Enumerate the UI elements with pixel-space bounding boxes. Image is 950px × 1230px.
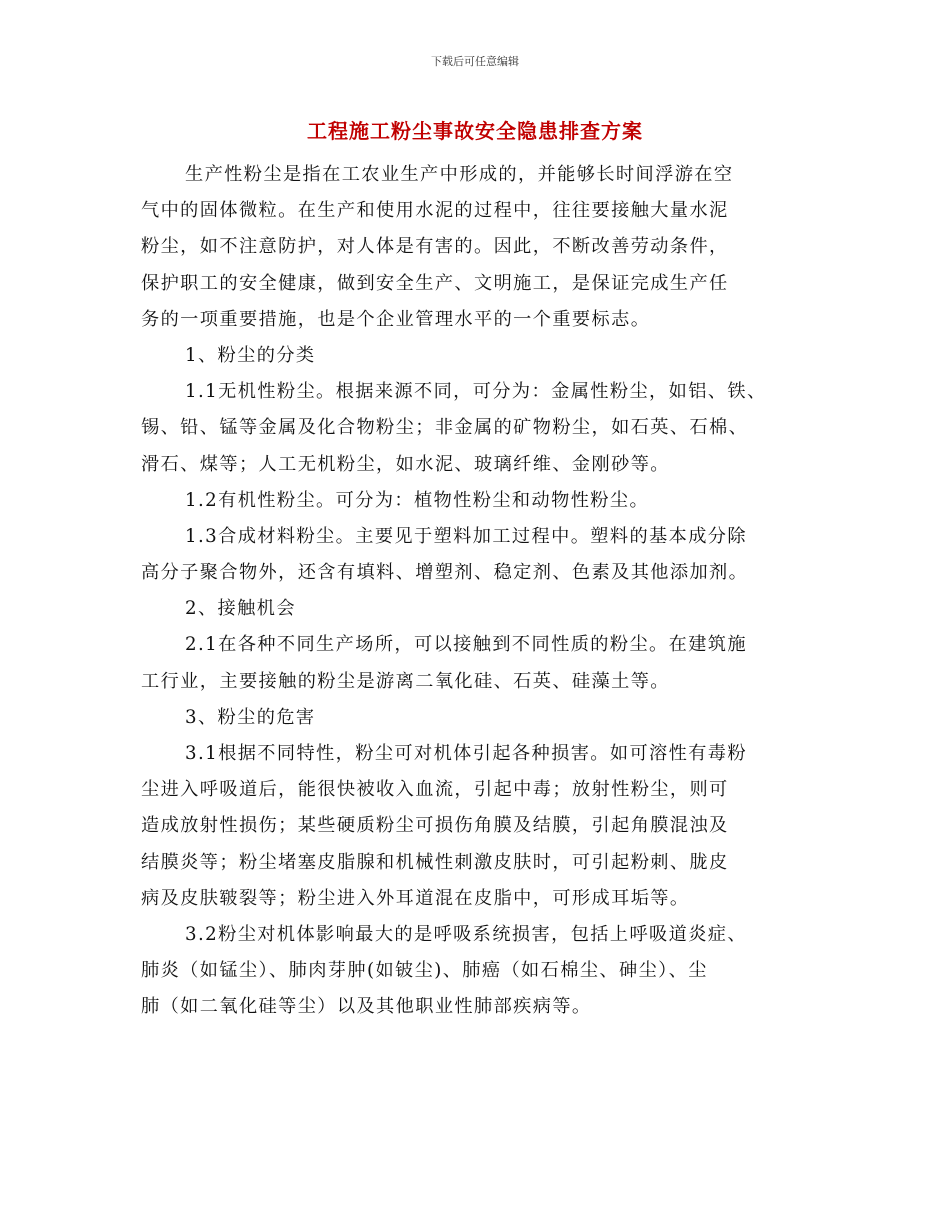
paragraph-line: 1.1无机性粉尘。根据来源不同，可分为：金属性粉尘，如铝、铁、 — [185, 381, 767, 403]
paragraph-line: 1.3合成材料粉尘。主要见于塑料加工过程中。塑料的基本成分除 — [185, 525, 747, 547]
paragraph-line: 粉尘，如不注意防护，对人体是有害的。因此，不断改善劳动条件， — [141, 236, 729, 258]
paragraph-line: 结膜炎等；粉尘堵塞皮脂腺和机械性刺激皮肤时，可引起粉刺、胧皮 — [141, 851, 729, 873]
paragraph-line: 锡、铅、锰等金属及化合物粉尘；非金属的矿物粉尘，如石英、石棉、 — [141, 417, 749, 439]
document-body — [141, 157, 841, 1026]
paragraph-line: 保护职工的安全健康，做到安全生产、文明施工，是保证完成生产任 — [141, 272, 729, 294]
document-title: 工程施工粉尘事故安全隐患排查方案 — [307, 119, 643, 143]
paragraph-line: 气中的固体微粒。在生产和使用水泥的过程中，往往要接触大量水泥 — [141, 200, 729, 222]
section-heading: 2、接触机会 — [185, 598, 296, 620]
section-heading: 1、粉尘的分类 — [185, 344, 316, 366]
paragraph-line: 务的一项重要措施，也是个企业管理水平的一个重要标志。 — [141, 308, 651, 330]
paragraph-line: 高分子聚合物外，还含有填料、增塑剂、稳定剂、色素及其他添加剂。 — [141, 562, 749, 584]
paragraph-line: 肺炎（如锰尘）、肺肉芽肿(如铍尘)、肺癌（如石棉尘、砷尘）、尘 — [141, 960, 708, 982]
paragraph-line: 生产性粉尘是指在工农业生产中形成的，并能够长时间浮游在空 — [185, 164, 734, 185]
paragraph-line: 造成放射性损伤；某些硬质粉尘可损伤角膜及结膜，引起角膜混浊及 — [141, 815, 729, 837]
section-heading: 3、粉尘的危害 — [185, 706, 316, 728]
paragraph-line: 2.1在各种不同生产场所，可以接触到不同性质的粉尘。在建筑施 — [185, 634, 747, 656]
paragraph-line: 肺（如二氧化硅等尘）以及其他职业性肺部疾病等。 — [141, 996, 592, 1018]
paragraph-line: 3.2粉尘对机体影响最大的是呼吸系统损害，包括上呼吸道炎症、 — [185, 923, 747, 945]
paragraph-line: 工行业，主要接触的粉尘是游离二氧化硅、石英、硅藻土等。 — [141, 670, 670, 692]
page-header: 下载后可任意编辑 — [431, 55, 519, 68]
paragraph-line: 尘进入呼吸道后，能很快被收入血流，引起中毒；放射性粉尘，则可 — [141, 779, 729, 801]
paragraph-line: 1.2有机性粉尘。可分为：植物性粉尘和动物性粉尘。 — [185, 489, 650, 511]
paragraph-line: 病及皮肤皲裂等；粉尘进入外耳道混在皮脂中，可形成耳垢等。 — [141, 887, 690, 909]
paragraph-line: 3.1根据不同特性，粉尘可对机体引起各种损害。如可溶性有毒粉 — [185, 743, 747, 764]
paragraph-line: 滑石、煤等；人工无机粉尘，如水泥、玻璃纤维、金刚砂等。 — [141, 453, 670, 475]
